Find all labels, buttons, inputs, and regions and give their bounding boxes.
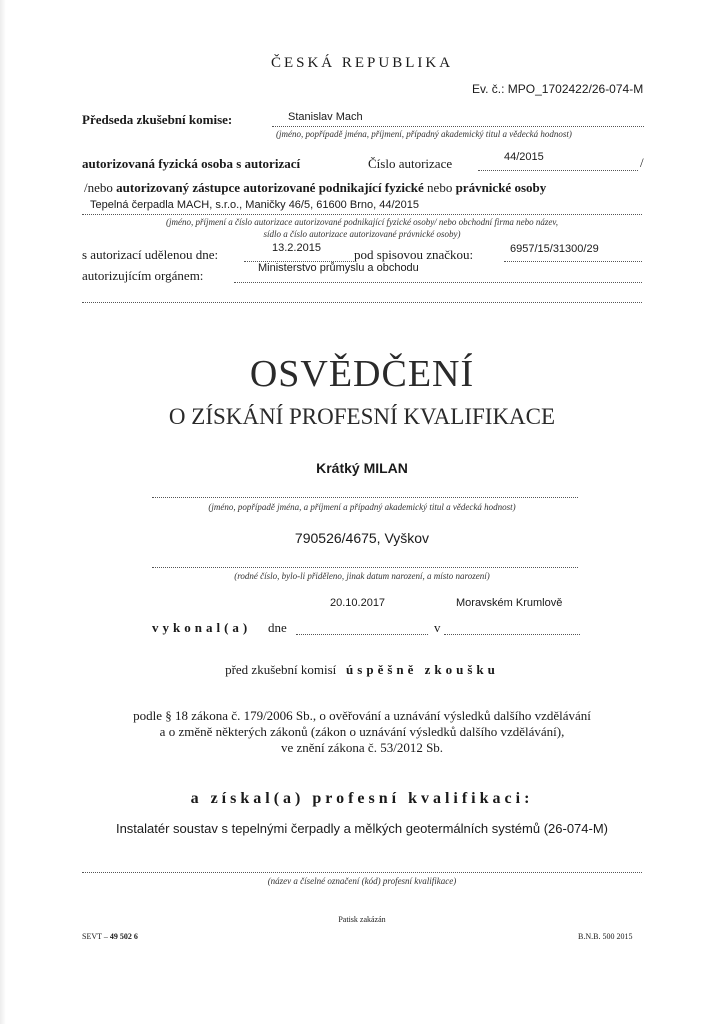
name-hint: (jméno, popřípadě jména, a příjmení a případný akademický titul a vědecká hodnost) [208,502,516,512]
chair-line [272,126,644,127]
acquired-heading: a získal(a) profesní kvalifikaci: [190,790,534,807]
company-value: Tepelná čerpadla MACH, s.r.o., Maničky 46/5, 61600 Brno, 44/2015 [90,199,419,211]
name-line [152,497,578,498]
organ-line-2 [82,302,642,303]
birth-value: 790526/4675, Vyškov [294,530,430,546]
auth-number-value: 44/2015 [504,151,544,163]
certificate-title: OSVĚDČENÍ [249,353,475,395]
qualification-line [82,872,642,873]
day-label: dne [268,620,287,635]
company-hint-1: (jméno, příjmení a číslo autorizace autorizované podnikající fyzické osoby/ nebo obchodní firma nebo název, [165,217,558,227]
scan-edge-shadow [0,0,6,1024]
auth-person-label: autorizovaná fyzická osoba s autorizací [82,156,301,171]
file-label: pod spisovou značkou: [354,247,474,262]
exam-date: 20.10.2017 [330,597,386,609]
footer-left: SEVT – 49 502 6 [82,932,138,941]
auth-number-label: Číslo autorizace [368,156,453,171]
company-hint-2: sídlo a číslo autorizace autorizované právnické osoby) [263,229,461,239]
rep-label: autorizovaný zástupce autorizované podnikající fyzické [116,180,424,195]
or-prefix: /nebo [84,180,113,195]
exam-place-line [444,634,580,635]
law-line-3: ve znění zákona č. 53/2012 Sb. [280,740,444,755]
auth-number-slash: / [640,155,644,170]
law-line-2: a o změně některých zákonů (zákon o uznávání výsledků dalšího vzdělávání), [159,724,565,739]
chair-value: Stanislav Mach [288,111,363,123]
rep-line-text [84,180,546,196]
success-text: úspěšně zkoušku [346,662,499,677]
reprint-notice: Patisk zakázán [338,915,386,924]
in-label: v [434,620,441,635]
company-line [82,214,642,215]
chair-hint: (jméno, popřípadě jména, příjmení, případný akademický titul a vědecká hodnost) [276,129,572,139]
legal-label: právnické osoby [455,180,547,195]
auth-number-line [478,170,638,171]
organ-line [234,282,642,283]
exam-place: Moravském Krumlově [456,597,563,609]
footer-left-code: 49 502 6 [109,932,138,941]
qualification-value: Instalatér soustav s tepelnými čerpadly a mělkých geotermálních systémů (26-074-M) [115,821,609,836]
exam-date-line [296,634,428,635]
birth-line [152,567,578,568]
date-label: s autorizací udělenou dne: [82,247,219,262]
chair-label: Předseda zkušební komise: [82,112,233,127]
file-value: 6957/15/31300/29 [510,243,599,255]
footer-right: B.N.B. 500 2015 [578,932,633,941]
birth-hint: (rodné číslo, bylo-li přiděleno, jinak datum narození, a místo narození) [234,571,490,581]
holder-name: Krátký MILAN [316,460,408,476]
organ-label: autorizujícím orgánem: [82,268,204,283]
footer-left-prefix: SEVT [82,932,102,941]
evidence-number: Ev. č.: MPO_1702422/26-074-M [472,82,644,96]
certificate-subtitle: O ZÍSKÁNÍ PROFESNÍ KVALIFIKACE [168,404,556,429]
country-heading: ČESKÁ REPUBLIKA [270,55,454,71]
law-line-1: podle § 18 zákona č. 179/2006 Sb., o ověřování a uznávání výsledků dalšího vzdělávání [133,708,591,723]
qualification-hint: (název a číselné označení (kód) profesní kvalifikace) [267,876,457,886]
before-committee [0,662,724,678]
before-text: před zkušební komisí [225,662,337,677]
file-line [504,261,642,262]
organ-value: Ministerstvo průmyslu a obchodu [258,262,419,274]
did-label: vykonal(a) [152,620,252,635]
or-mid: nebo [427,180,453,195]
date-value: 13.2.2015 [272,242,321,254]
